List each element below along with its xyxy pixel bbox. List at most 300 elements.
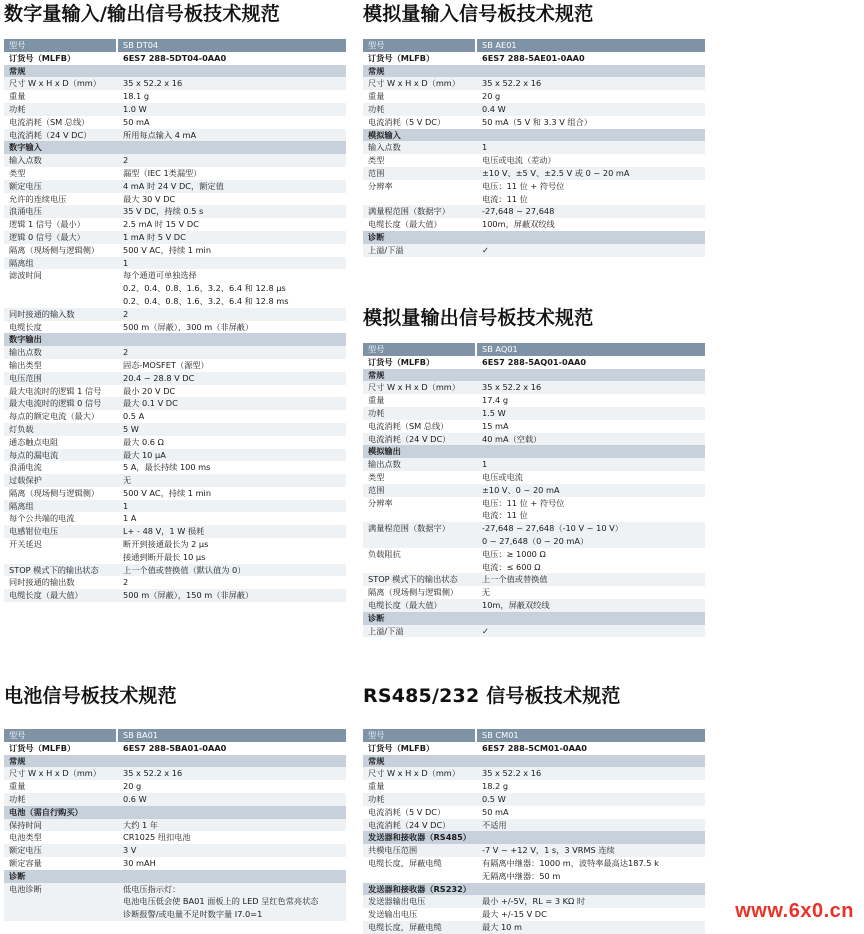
table-row bbox=[4, 819, 346, 832]
spec-label: 灯负载 bbox=[9, 423, 34, 434]
section-title: 模拟量输出信号板技术规范 bbox=[363, 307, 594, 329]
spec-label: 输入点数 bbox=[9, 155, 42, 166]
spec-label: 分辨率 bbox=[368, 180, 393, 191]
spec-value: 电池电压低会使 BA01 面板上的 LED 呈红色常亮状态 bbox=[123, 896, 319, 907]
table-row bbox=[4, 551, 346, 564]
spec-value bbox=[477, 612, 705, 625]
spec-value: 1.0 W bbox=[123, 103, 147, 114]
spec-label: 浪涌电流 bbox=[9, 462, 42, 473]
table-row bbox=[363, 870, 705, 883]
table-row bbox=[363, 205, 705, 218]
spec-label: 每点的额定电流（最大） bbox=[9, 411, 100, 422]
spec-label bbox=[4, 282, 118, 295]
spec-value bbox=[118, 333, 346, 346]
spec-label: 过载保护 bbox=[9, 475, 42, 486]
table-row bbox=[4, 908, 346, 921]
spec-label: 诊断 bbox=[368, 231, 385, 242]
table-row bbox=[4, 218, 346, 231]
table-row bbox=[4, 538, 346, 551]
spec-value: 漏型（IEC 1类漏型） bbox=[123, 167, 202, 178]
spec-label: 电池（需自行购买） bbox=[9, 806, 83, 817]
table-row bbox=[363, 52, 705, 65]
table-row bbox=[363, 522, 705, 535]
table-row bbox=[363, 509, 705, 522]
spec-value: 5 A，最长持续 100 ms bbox=[123, 462, 211, 473]
spec-label: 输出点数 bbox=[368, 459, 401, 470]
spec-label: 功耗 bbox=[9, 793, 26, 804]
spec-value: ✓ bbox=[482, 244, 489, 255]
spec-value: 20.4 ~ 28.8 V DC bbox=[123, 372, 195, 383]
spec-value: 18.1 g bbox=[123, 91, 150, 102]
spec-value: 4 mA 时 24 V DC，额定值 bbox=[123, 180, 224, 191]
spec-value: 无 bbox=[123, 475, 132, 486]
table-row bbox=[4, 180, 346, 193]
spec-label: 数字输入 bbox=[9, 142, 42, 153]
table-row bbox=[4, 564, 346, 577]
spec-label: 重量 bbox=[368, 395, 385, 406]
table-row bbox=[363, 193, 705, 206]
spec-label: 开关延迟 bbox=[9, 539, 42, 550]
table-row bbox=[363, 484, 705, 497]
spec-value: -27,648 ~ 27,648 bbox=[482, 206, 555, 217]
table-row bbox=[363, 535, 705, 548]
table-row bbox=[4, 359, 346, 372]
spec-label: 尺寸 W x H x D（mm） bbox=[9, 78, 101, 89]
spec-label: 电流消耗（24 V DC） bbox=[368, 433, 451, 444]
spec-value bbox=[118, 806, 346, 819]
spec-value: 电压：11 位 + 符号位 bbox=[482, 497, 565, 508]
spec-value: 最大 0.1 V DC bbox=[123, 398, 178, 409]
spec-value: ±10 V、0 ~ 20 mA bbox=[482, 484, 560, 495]
spec-label: 范围 bbox=[368, 167, 385, 178]
spec-label: 电流消耗（5 V DC） bbox=[368, 116, 446, 127]
spec-value: 2 bbox=[123, 308, 129, 319]
spec-value: 35 x 52.2 x 16 bbox=[482, 768, 542, 779]
table-row bbox=[4, 103, 346, 116]
spec-value: 1 bbox=[482, 459, 488, 470]
spec-value: 6ES7 288-5CM01-0AA0 bbox=[482, 742, 587, 753]
spec-value: L+ - 48 V，1 W 损耗 bbox=[123, 526, 205, 537]
spec-label: 诊断 bbox=[9, 870, 26, 881]
spec-label: 同时接通的输出数 bbox=[9, 577, 75, 588]
category-row bbox=[363, 231, 705, 244]
section-title: 数字量输入/输出信号板技术规范 bbox=[4, 3, 280, 25]
table-row bbox=[363, 625, 705, 638]
spec-label: 常规 bbox=[9, 755, 26, 766]
spec-value: 17.4 g bbox=[482, 395, 509, 406]
table-header-row bbox=[4, 39, 346, 52]
spec-label: 型号 bbox=[363, 39, 477, 52]
table-row bbox=[4, 282, 346, 295]
spec-value: 0 ~ 27,648（0 ~ 20 mA） bbox=[482, 535, 589, 546]
spec-label: 数字输出 bbox=[9, 334, 42, 345]
table-row bbox=[363, 420, 705, 433]
spec-value: 50 mA bbox=[482, 806, 509, 817]
spec-label: 电池类型 bbox=[9, 832, 42, 843]
table-row bbox=[4, 589, 346, 602]
spec-value: 500 V AC，持续 1 min bbox=[123, 244, 212, 255]
category-row bbox=[4, 65, 346, 78]
spec-label: 上溢/下溢 bbox=[368, 625, 404, 636]
spec-label: 功耗 bbox=[368, 103, 385, 114]
spec-value: 6ES7 288-5AE01-0AA0 bbox=[482, 52, 585, 63]
spec-label: STOP 模式下的输出状态 bbox=[368, 574, 458, 585]
spec-label: 尺寸 W x H x D（mm） bbox=[368, 382, 460, 393]
section-analog-output bbox=[363, 306, 705, 636]
table-row bbox=[363, 433, 705, 446]
spec-label: 发送输出电压 bbox=[368, 909, 418, 920]
spec-value: 每个通道可单独选择 bbox=[123, 270, 197, 281]
spec-value: 35 x 52.2 x 16 bbox=[123, 78, 183, 89]
spec-label: 订货号（MLFB） bbox=[368, 742, 435, 753]
spec-value: 接通到断开最长 10 μs bbox=[123, 551, 206, 562]
spec-value: 20 g bbox=[123, 781, 142, 792]
table-row bbox=[4, 512, 346, 525]
spec-value: 电流：≤ 600 Ω bbox=[482, 561, 541, 572]
spec-value: 电流：11 位 bbox=[482, 510, 528, 521]
spec-value: 5 W bbox=[123, 423, 139, 434]
spec-label: 电流消耗（SM 总线） bbox=[368, 420, 449, 431]
table-row bbox=[363, 244, 705, 257]
table-row bbox=[363, 844, 705, 857]
spec-value: 1 A bbox=[123, 513, 137, 524]
category-row bbox=[363, 831, 705, 844]
spec-value: 低电压指示灯： bbox=[123, 883, 181, 894]
spec-table-rs485-232 bbox=[363, 729, 705, 934]
spec-label: 型号 bbox=[363, 729, 477, 742]
table-row bbox=[363, 407, 705, 420]
category-row bbox=[363, 445, 705, 458]
spec-label: 最大电流时的逻辑 0 信号 bbox=[9, 398, 102, 409]
spec-value: 最大 +/-15 V DC bbox=[482, 909, 547, 920]
table-row bbox=[4, 461, 346, 474]
table-row bbox=[4, 844, 346, 857]
spec-label: 订货号（MLFB） bbox=[368, 356, 435, 367]
spec-value: 所用每点输入 4 mA bbox=[123, 129, 197, 140]
spec-label: 模拟输出 bbox=[368, 446, 401, 457]
spec-value: 35 x 52.2 x 16 bbox=[123, 768, 183, 779]
section-analog-input bbox=[363, 2, 705, 255]
table-row bbox=[363, 154, 705, 167]
spec-label: 尺寸 W x H x D（mm） bbox=[368, 768, 460, 779]
spec-value: SB DT04 bbox=[123, 40, 159, 50]
table-header-row bbox=[363, 343, 705, 356]
spec-value: 6ES7 288-5BA01-0AA0 bbox=[123, 742, 227, 753]
table-row bbox=[363, 806, 705, 819]
table-row bbox=[4, 129, 346, 142]
spec-label bbox=[363, 509, 477, 522]
spec-label: 常规 bbox=[368, 369, 385, 380]
category-row bbox=[363, 65, 705, 78]
spec-value bbox=[477, 445, 705, 458]
spec-value: 最大 10 μA bbox=[123, 449, 166, 460]
spec-value: 最小 +/-5V，RL = 3 KΩ 时 bbox=[482, 896, 586, 907]
table-row bbox=[4, 780, 346, 793]
table-row bbox=[4, 257, 346, 270]
table-row bbox=[4, 423, 346, 436]
spec-value: 大约 1 年 bbox=[123, 819, 158, 830]
table-header-row bbox=[363, 729, 705, 742]
spec-value: 6ES7 288-5AQ01-0AA0 bbox=[482, 356, 587, 367]
table-row bbox=[363, 857, 705, 870]
table-row bbox=[363, 458, 705, 471]
spec-label: 型号 bbox=[4, 39, 118, 52]
table-row bbox=[4, 500, 346, 513]
section-rs485-232 bbox=[363, 684, 705, 932]
category-row bbox=[363, 129, 705, 142]
spec-label: 上溢/下溢 bbox=[368, 244, 404, 255]
table-row bbox=[4, 436, 346, 449]
table-row bbox=[4, 410, 346, 423]
spec-label: 尺寸 W x H x D（mm） bbox=[368, 78, 460, 89]
spec-value: 1 mA 时 5 V DC bbox=[123, 231, 186, 242]
spec-label: 型号 bbox=[363, 343, 477, 356]
spec-value: 6ES7 288-5DT04-0AA0 bbox=[123, 52, 227, 63]
spec-label: 满量程范围（数据字） bbox=[368, 206, 450, 217]
table-row bbox=[363, 116, 705, 129]
table-row bbox=[363, 180, 705, 193]
spec-value: SB CM01 bbox=[482, 730, 519, 740]
spec-label bbox=[363, 535, 477, 548]
spec-label: 共模电压范围 bbox=[368, 845, 418, 856]
spec-table-analog-input bbox=[363, 39, 705, 257]
table-header-row bbox=[4, 729, 346, 742]
table-row bbox=[4, 525, 346, 538]
table-row bbox=[363, 548, 705, 561]
spec-label: 额定容量 bbox=[9, 857, 42, 868]
table-row bbox=[363, 599, 705, 612]
table-row bbox=[4, 742, 346, 755]
spec-value: ±10 V、±5 V、±2.5 V 或 0 ~ 20 mA bbox=[482, 167, 630, 178]
category-row bbox=[4, 333, 346, 346]
spec-value: 1.5 W bbox=[482, 407, 506, 418]
spec-value bbox=[477, 65, 705, 78]
spec-label: 尺寸 W x H x D（mm） bbox=[9, 768, 101, 779]
spec-label bbox=[4, 551, 118, 564]
spec-label: 电流消耗（5 V DC） bbox=[368, 806, 446, 817]
spec-label: 电缆长度（最大值） bbox=[368, 219, 442, 230]
spec-value bbox=[477, 369, 705, 382]
spec-value bbox=[477, 129, 705, 142]
table-row bbox=[363, 908, 705, 921]
table-row bbox=[363, 767, 705, 780]
spec-label: 隔离（现场侧与逻辑侧） bbox=[368, 587, 459, 598]
spec-label: 重量 bbox=[368, 91, 385, 102]
spec-value: SB AQ01 bbox=[482, 344, 518, 354]
table-row bbox=[363, 573, 705, 586]
spec-value: 最大 0.6 Ω bbox=[123, 436, 164, 447]
spec-label: 常规 bbox=[368, 65, 385, 76]
table-row bbox=[363, 218, 705, 231]
spec-value bbox=[118, 65, 346, 78]
category-row bbox=[363, 883, 705, 896]
table-row bbox=[4, 895, 346, 908]
spec-label: 输入点数 bbox=[368, 142, 401, 153]
spec-value: 最大 10 m bbox=[482, 921, 522, 932]
category-row bbox=[363, 755, 705, 768]
table-row bbox=[4, 308, 346, 321]
spec-value: 0.6 W bbox=[123, 793, 147, 804]
spec-value bbox=[118, 141, 346, 154]
table-row bbox=[4, 767, 346, 780]
spec-value: 2.5 mA 时 15 V DC bbox=[123, 219, 199, 230]
table-row bbox=[4, 397, 346, 410]
spec-value: 有隔离中继器：1000 m，波特率最高达187.5 k bbox=[482, 857, 659, 868]
spec-label: 同时接通的输入数 bbox=[9, 308, 75, 319]
spec-value: CR1025 纽扣电池 bbox=[123, 832, 191, 843]
table-row bbox=[363, 394, 705, 407]
spec-label: 电缆长度 bbox=[9, 321, 42, 332]
table-row bbox=[4, 295, 346, 308]
spec-label: 功耗 bbox=[368, 407, 385, 418]
spec-label: 电流消耗（24 V DC） bbox=[9, 129, 92, 140]
spec-value: 20 g bbox=[482, 91, 501, 102]
spec-label: 范围 bbox=[368, 484, 385, 495]
spec-label: 输出类型 bbox=[9, 359, 42, 370]
spec-label: 发送器和接收器（RS485） bbox=[368, 832, 471, 843]
spec-value: 电压：11 位 + 符号位 bbox=[482, 180, 565, 191]
table-row bbox=[363, 586, 705, 599]
spec-value: 固态-MOSFET（源型） bbox=[123, 359, 209, 370]
spec-value bbox=[477, 231, 705, 244]
spec-label: 电池诊断 bbox=[9, 883, 42, 894]
spec-value: 0.5 A bbox=[123, 411, 145, 422]
spec-value bbox=[477, 755, 705, 768]
spec-value: 0.4 W bbox=[482, 103, 506, 114]
spec-value: 40 mA（空载） bbox=[482, 433, 542, 444]
spec-value: 35 x 52.2 x 16 bbox=[482, 382, 542, 393]
spec-label: 最大电流时的逻辑 1 信号 bbox=[9, 385, 102, 396]
table-row bbox=[4, 167, 346, 180]
table-row bbox=[4, 231, 346, 244]
table-row bbox=[4, 385, 346, 398]
table-row bbox=[363, 103, 705, 116]
spec-label: 诊断 bbox=[368, 612, 385, 623]
table-row bbox=[4, 193, 346, 206]
section-digital-io bbox=[4, 2, 346, 601]
spec-label bbox=[4, 895, 118, 908]
category-row bbox=[363, 369, 705, 382]
spec-value: 50 mA（5 V 和 3.3 V 组合） bbox=[482, 116, 592, 127]
spec-label: 额定电压 bbox=[9, 845, 42, 856]
spec-label bbox=[4, 295, 118, 308]
spec-value: 电流：11 位 bbox=[482, 193, 528, 204]
spec-value: 15 mA bbox=[482, 420, 509, 431]
spec-value: 10m，屏蔽双绞线 bbox=[482, 599, 550, 610]
spec-label: 常规 bbox=[368, 755, 385, 766]
spec-value bbox=[477, 831, 705, 844]
spec-label: 重量 bbox=[9, 781, 26, 792]
site-watermark: www.6x0.cn bbox=[735, 900, 854, 922]
spec-value: 500 m（屏蔽），300 m（非屏蔽） bbox=[123, 321, 254, 332]
spec-label: 电流消耗（SM 总线） bbox=[9, 116, 90, 127]
spec-label: 重量 bbox=[9, 91, 26, 102]
table-row bbox=[363, 561, 705, 574]
spec-label: 类型 bbox=[9, 167, 26, 178]
spec-label: 输出点数 bbox=[9, 347, 42, 358]
spec-label: 发送器输出电压 bbox=[368, 896, 426, 907]
spec-label bbox=[363, 193, 477, 206]
category-row bbox=[363, 612, 705, 625]
table-row bbox=[363, 895, 705, 908]
table-row bbox=[363, 356, 705, 369]
spec-label: 满量程范围（数据字） bbox=[368, 523, 450, 534]
spec-value: -27,648 ~ 27,648（-10 V ~ 10 V） bbox=[482, 523, 623, 534]
spec-label: 发送器和接收器（RS232） bbox=[368, 883, 471, 894]
table-row bbox=[363, 921, 705, 934]
spec-value: 电压：≥ 1000 Ω bbox=[482, 548, 546, 559]
spec-label: 功耗 bbox=[368, 793, 385, 804]
spec-value: SB BA01 bbox=[123, 730, 159, 740]
spec-value: 500 m（屏蔽），150 m（非屏蔽） bbox=[123, 590, 254, 601]
spec-table-battery bbox=[4, 729, 346, 921]
spec-label: 模拟输入 bbox=[368, 129, 401, 140]
spec-label: 浪涌电压 bbox=[9, 206, 42, 217]
table-row bbox=[363, 141, 705, 154]
spec-value: ✓ bbox=[482, 625, 489, 636]
section-title: RS485/232 信号板技术规范 bbox=[363, 685, 621, 707]
table-row bbox=[4, 576, 346, 589]
spec-value: 1 bbox=[123, 257, 129, 268]
table-row bbox=[4, 269, 346, 282]
spec-value: 断开到接通最长为 2 μs bbox=[123, 539, 209, 550]
table-row bbox=[363, 77, 705, 90]
spec-value: 35 x 52.2 x 16 bbox=[482, 78, 542, 89]
table-row bbox=[4, 474, 346, 487]
spec-value: 35 V DC，持续 0.5 s bbox=[123, 206, 204, 217]
spec-value: 18.2 g bbox=[482, 781, 509, 792]
category-row bbox=[4, 870, 346, 883]
spec-label: 类型 bbox=[368, 155, 385, 166]
table-row bbox=[4, 77, 346, 90]
table-row bbox=[363, 381, 705, 394]
spec-value: 500 V AC，持续 1 min bbox=[123, 487, 212, 498]
spec-label bbox=[363, 561, 477, 574]
spec-value: 50 mA bbox=[123, 116, 150, 127]
spec-label: 重量 bbox=[368, 781, 385, 792]
table-row bbox=[4, 372, 346, 385]
spec-value: 1 bbox=[123, 500, 129, 511]
spec-table-analog-output bbox=[363, 343, 705, 637]
table-row bbox=[363, 167, 705, 180]
table-row bbox=[4, 244, 346, 257]
spec-value bbox=[118, 755, 346, 768]
spec-value: 不适用 bbox=[482, 819, 507, 830]
spec-label: 保持时间 bbox=[9, 819, 42, 830]
spec-label: 订货号（MLFB） bbox=[368, 52, 435, 63]
spec-label: 额定电压 bbox=[9, 180, 42, 191]
spec-label: 订货号（MLFB） bbox=[9, 742, 76, 753]
table-row bbox=[4, 793, 346, 806]
spec-value: 30 mAH bbox=[123, 857, 156, 868]
spec-label: 型号 bbox=[4, 729, 118, 742]
spec-value: 2 bbox=[123, 155, 129, 166]
spec-label: 常规 bbox=[9, 65, 26, 76]
section-battery bbox=[4, 684, 346, 920]
spec-label: 电流消耗（24 V DC） bbox=[368, 819, 451, 830]
spec-label: 隔离组 bbox=[9, 500, 34, 511]
spec-label: STOP 模式下的输出状态 bbox=[9, 564, 99, 575]
spec-label: 订货号（MLFB） bbox=[9, 52, 76, 63]
spec-label bbox=[363, 870, 477, 883]
spec-label: 电感钳位电压 bbox=[9, 526, 59, 537]
spec-value: 诊断报警/或电量不足时数字量 I7.0=1 bbox=[123, 909, 263, 920]
table-row bbox=[363, 90, 705, 103]
spec-label: 每点的漏电流 bbox=[9, 449, 59, 460]
spec-value: 0.5 W bbox=[482, 793, 506, 804]
table-row bbox=[4, 321, 346, 334]
table-row bbox=[363, 471, 705, 484]
